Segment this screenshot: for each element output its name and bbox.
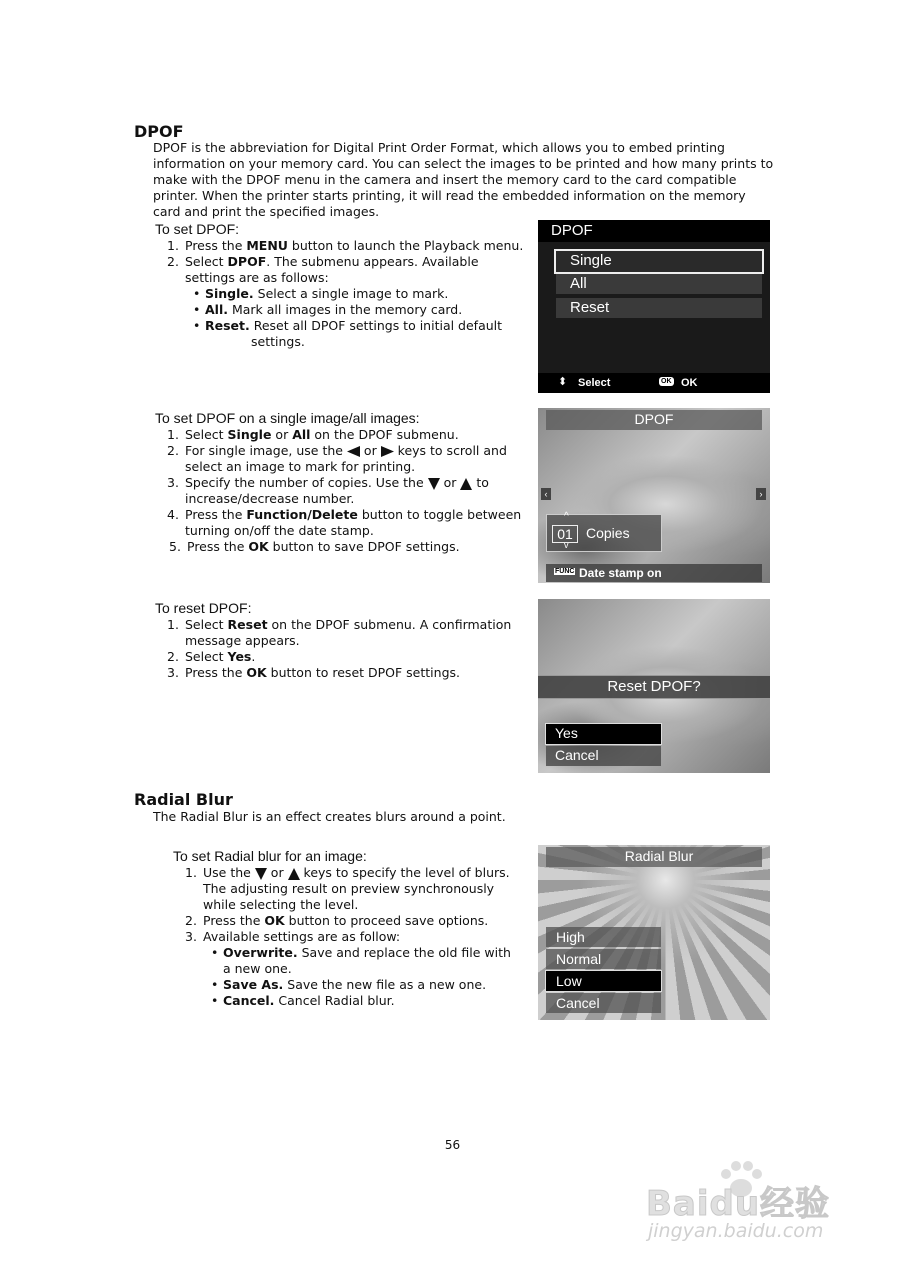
copies-label: Copies — [586, 525, 630, 541]
dpof-menu-screen — [538, 220, 770, 393]
copies-count: 01 — [552, 525, 578, 543]
radial-steps — [173, 865, 518, 1009]
watermark-url: jingyan.baidu.com — [648, 1220, 824, 1242]
option-all: • All. Mark all images in the memory card. — [185, 302, 525, 318]
radial-intro: The Radial Blur is an effect creates blurs around a point. — [153, 809, 506, 824]
set-step-2: 2. Select DPOF. The submenu appears. Available settings are as follows: • Single. Select a single image to mark. • All. Mark all images in the memory card. • Reset. Reset all DPOF settings to initial default settings. — [155, 254, 525, 350]
blur-option-low[interactable]: Low — [545, 970, 662, 992]
reset-question-bar — [538, 675, 770, 699]
screen-footer — [538, 373, 770, 393]
option-single: • Single. Select a single image to mark. — [185, 286, 525, 302]
baidu-watermark — [646, 1162, 856, 1252]
single-step-2: 2. For single image, use the or keys to scroll and select an image to mark for printing. — [167, 443, 507, 474]
radial-options-list — [203, 945, 518, 1009]
set-options-list — [185, 286, 525, 350]
page-number: 56 — [444, 1138, 461, 1152]
reset-dpof-title: To reset DPOF: — [155, 600, 252, 616]
func-icon: FUNC — [555, 568, 575, 575]
screen-title: DPOF — [634, 411, 674, 427]
option-overwrite: • Overwrite. Save and replace the old file with a new one. — [203, 945, 518, 977]
blur-option-cancel[interactable]: Cancel — [546, 993, 661, 1013]
radial-title: To set Radial blur for an image: — [173, 848, 367, 864]
single-dpof-section — [155, 410, 527, 555]
increase-icon: ^ — [564, 511, 569, 522]
radial-step-1: 1. Use the or keys to specify the level of blurs. The adjusting result on preview synchronously while selecting the level. — [185, 865, 510, 912]
menu-item-single[interactable]: Single — [554, 249, 764, 274]
reset-question: Reset DPOF? — [607, 678, 701, 695]
radial-blur-screen — [538, 845, 770, 1020]
radial-step-2: 2. Press the OK button to proceed save options. — [185, 913, 489, 928]
reset-step-3: 3. Press the OK button to reset DPOF settings. — [167, 665, 460, 680]
right-arrow-icon — [381, 446, 394, 457]
scroll-right-icon[interactable]: › — [756, 488, 766, 500]
watermark-logo: Baidu经验 — [646, 1184, 831, 1224]
screen-title: DPOF — [551, 222, 593, 239]
yes-option[interactable]: Yes — [545, 723, 662, 745]
radial-step-3: 3. Available settings are as follow: • Overwrite. Save and replace the old file with a new one. • Save As. Save the new file as a new one. • Cancel. Cancel Radial blur. — [173, 929, 518, 1009]
radial-heading: Radial Blur — [134, 790, 233, 809]
dpof-intro: DPOF is the abbreviation for Digital Print Order Format, which allows you to embed printing information on your memory card. You can select the images to be printed and how many prints to make with the DPOF menu in the camera and insert the memory card to the card compatible printer. When the printer starts printing, it will read the embedded information on the memory card and print the specified images. — [153, 140, 774, 219]
copies-box[interactable] — [546, 511, 662, 552]
ok-icon: OK — [661, 378, 672, 385]
screen-title: Radial Blur — [624, 848, 694, 864]
date-stamp-status: Date stamp on — [579, 566, 662, 580]
blur-option-high[interactable]: High — [546, 927, 661, 947]
stamp-bar — [546, 564, 762, 582]
set-dpof-section — [155, 221, 525, 350]
single-dpof-title: To set DPOF on a single image/all images: — [155, 410, 420, 426]
option-cancel: • Cancel. Cancel Radial blur. — [203, 993, 518, 1009]
single-step-1: 1. Select Single or All on the DPOF submenu. — [167, 427, 459, 442]
reset-step-1: 1. Select Reset on the DPOF submenu. A confirmation message appears. — [167, 617, 512, 648]
option-save-as: • Save As. Save the new file as a new one. — [203, 977, 518, 993]
ok-hint: OK — [681, 377, 698, 389]
radial-section — [173, 848, 518, 1009]
scroll-left-icon[interactable]: ‹ — [541, 488, 551, 500]
down-arrow-icon — [255, 868, 267, 880]
set-dpof-title: To set DPOF: — [155, 221, 240, 237]
dpof-heading: DPOF — [134, 122, 184, 141]
reset-dpof-screen — [538, 599, 770, 773]
menu-item-all[interactable]: All — [556, 274, 762, 294]
single-step-4: 4. Press the Function/Delete button to toggle between turning on/off the date stamp. — [167, 507, 522, 538]
set-dpof-steps — [155, 238, 525, 350]
single-step-3: 3. Specify the number of copies. Use the or to increase/decrease number. — [167, 475, 489, 506]
blur-option-normal[interactable]: Normal — [546, 949, 661, 969]
dpof-copies-screen — [538, 408, 770, 583]
down-arrow-icon — [428, 478, 440, 490]
up-arrow-icon — [288, 868, 300, 880]
menu-item-reset[interactable]: Reset — [556, 298, 762, 318]
left-arrow-icon — [347, 446, 360, 457]
cancel-option[interactable]: Cancel — [546, 746, 661, 766]
reset-dpof-section — [155, 600, 527, 681]
set-step-1: 1. Press the MENU button to launch the Playback menu. — [167, 238, 524, 253]
single-step-5: 5. Press the OK button to save DPOF settings. — [169, 539, 460, 554]
reset-dpof-steps — [155, 617, 527, 681]
up-arrow-icon — [460, 478, 472, 490]
option-reset: • Reset. Reset all DPOF settings to initial default settings. — [185, 318, 525, 350]
decrease-icon: v — [564, 540, 569, 550]
reset-step-2: 2. Select Yes. — [167, 649, 256, 664]
select-hint: Select — [578, 377, 611, 389]
single-dpof-steps — [155, 427, 527, 555]
updown-icon: ⬍ — [558, 376, 568, 388]
